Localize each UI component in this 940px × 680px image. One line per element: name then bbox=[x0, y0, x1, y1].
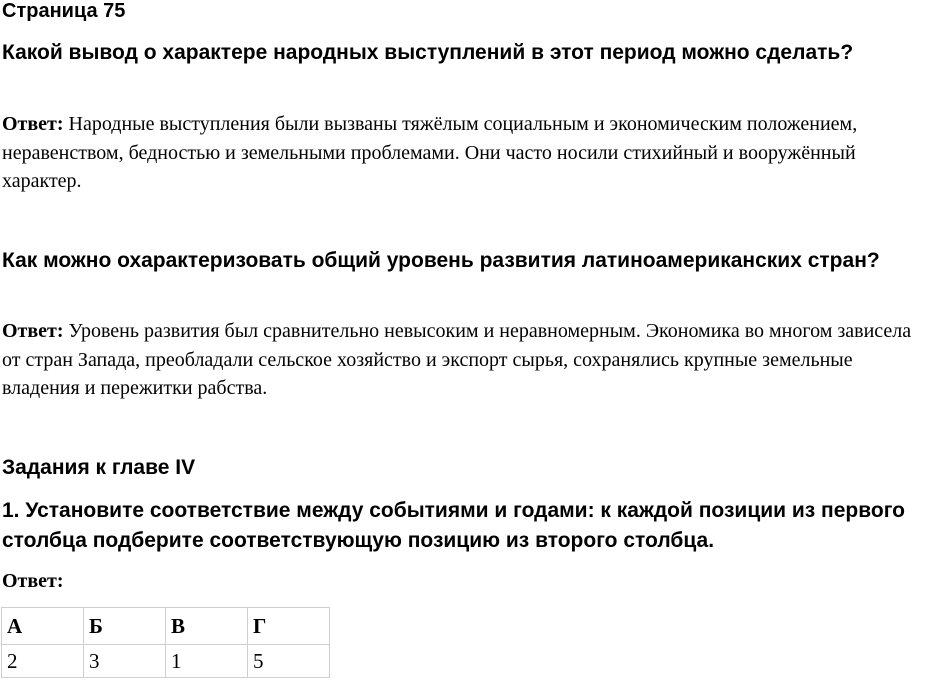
answer-text: Уровень развития был сравнительно невысоким и неравномерным. Экономика во многом зависела от стран Запада, преобладали сельское хозяйство и экспорт сырья, сохранялись крупные земельные владения и пережитки рабства. bbox=[2, 320, 912, 399]
chapter-heading: Задания к главе IV bbox=[2, 456, 196, 479]
question-heading-2: Как можно охарактеризовать общий уровень развития латиноамериканских стран? bbox=[2, 249, 880, 272]
table-header-cell: Б bbox=[84, 608, 166, 645]
answer-label: Ответ: bbox=[2, 570, 64, 592]
answer-label: Ответ: bbox=[2, 113, 64, 135]
page-title: Страница 75 bbox=[2, 0, 126, 22]
table-cell: 3 bbox=[84, 645, 166, 678]
table-header-cell: Г bbox=[248, 608, 330, 645]
table-header-cell: А bbox=[2, 608, 84, 645]
answer-paragraph-1 bbox=[2, 110, 932, 196]
table-row bbox=[2, 645, 330, 678]
table-cell: 2 bbox=[2, 645, 84, 678]
task-answer-label bbox=[2, 567, 932, 596]
table-cell: 1 bbox=[166, 645, 248, 678]
task-heading: 1. Установите соответствие между событиями и годами: к каждой позиции из первого столбца подберите соответствующую позицию из второго столбца. bbox=[2, 499, 906, 552]
answer-paragraph-2 bbox=[2, 317, 932, 403]
answer-label: Ответ: bbox=[2, 320, 64, 342]
question-heading-1: Какой вывод о характере народных выступлений в этот период можно сделать? bbox=[2, 41, 854, 64]
answer-table bbox=[1, 607, 330, 678]
table-header-cell: В bbox=[166, 608, 248, 645]
table-header-row bbox=[2, 608, 330, 645]
table-cell: 5 bbox=[248, 645, 330, 678]
answer-text: Народные выступления были вызваны тяжёлым социальным и экономическим положением, неравенством, бедностью и земельными проблемами. Они часто носили стихийный и вооружённый характер. bbox=[2, 113, 858, 192]
